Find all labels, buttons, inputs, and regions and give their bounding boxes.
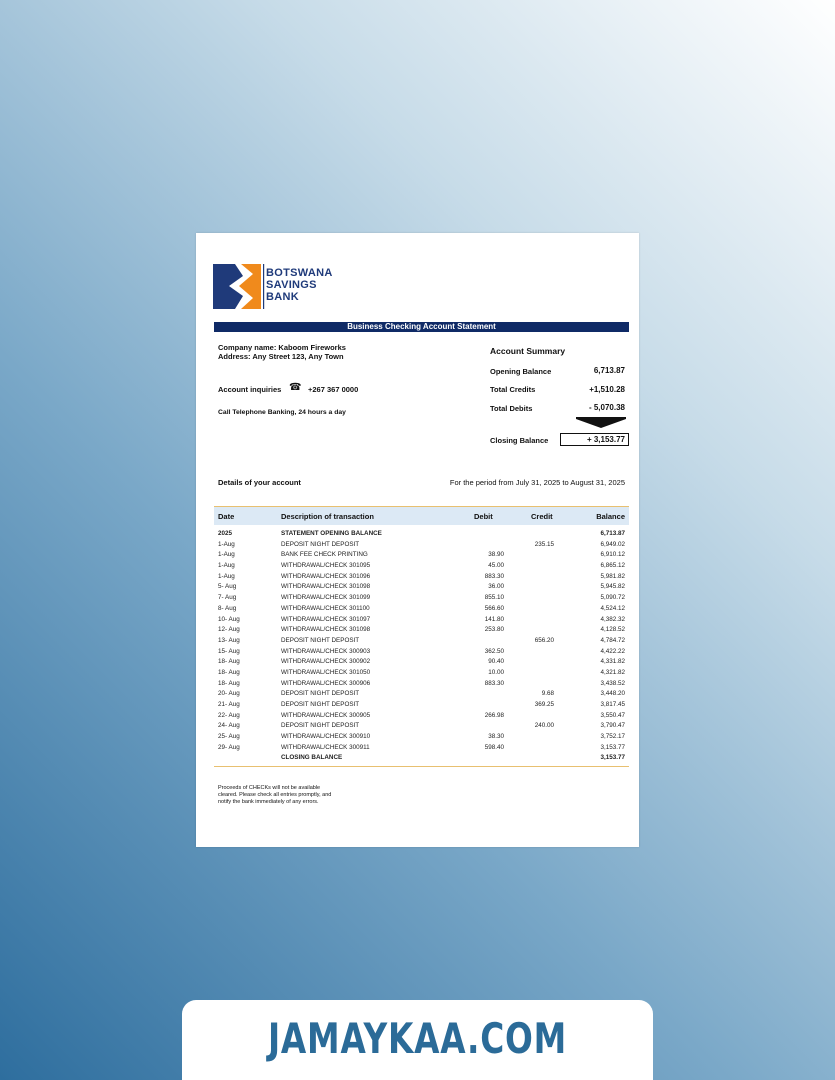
header-date: Date	[218, 512, 235, 521]
cell-description: WITHDRAWAL/CHECK 300905	[281, 711, 371, 719]
cell-debit: 266.98	[484, 711, 504, 719]
cell-balance: 6,865.12	[600, 562, 625, 570]
cell-date: 5- Aug	[218, 583, 237, 591]
total-credits-value: +1,510.28	[589, 385, 625, 394]
cell-balance: 5,945.82	[600, 583, 625, 591]
cell-debit: 38.30	[488, 733, 504, 741]
cell-description: STATEMENT OPENING BALANCE	[281, 530, 382, 537]
cell-balance: 3,438.52	[600, 679, 625, 687]
cell-date: 10- Aug	[218, 615, 240, 623]
closing-balance-label: Closing Balance	[490, 436, 549, 445]
table-row	[214, 582, 629, 593]
cell-balance: 5,090.72	[600, 594, 625, 602]
cell-description: WITHDRAWAL/CHECK 301050	[281, 668, 371, 676]
cell-description: WITHDRAWAL/CHECK 300902	[281, 658, 371, 666]
bank-name-line: SAVINGS	[266, 279, 317, 291]
cell-balance: 6,949.02	[600, 540, 625, 548]
cell-description: WITHDRAWAL/CHECK 301098	[281, 626, 371, 634]
cell-date: 22- Aug	[218, 711, 240, 719]
header-description: Description of transaction	[281, 512, 374, 521]
cell-description: DEPOSIT NIGHT DEPOSIT	[281, 722, 360, 730]
cell-description: WITHDRAWAL/CHECK 301095	[281, 562, 371, 570]
cell-date: 18- Aug	[218, 679, 240, 687]
cell-balance: 3,817.45	[600, 701, 625, 708]
transactions-table	[214, 506, 629, 767]
table-row	[214, 529, 629, 540]
cell-debit: 883.30	[484, 679, 504, 687]
table-header	[214, 506, 629, 525]
company-address: Address: Any Street 123, Any Town	[218, 352, 344, 361]
closing-balance-value: + 3,153.77	[586, 435, 625, 444]
cell-description: CLOSING BALANCE	[281, 754, 343, 762]
header-balance: Balance	[596, 512, 625, 521]
cell-balance: 4,382.32	[600, 615, 625, 623]
cell-description: WITHDRAWAL/CHECK 300911	[281, 743, 370, 751]
cell-date: 1-Aug	[218, 551, 235, 559]
account-summary-title: Account Summary	[490, 346, 566, 356]
statement-title: Business Checking Account Statement	[214, 322, 629, 332]
cell-debit: 855.10	[484, 594, 504, 602]
table-row	[214, 647, 629, 658]
note-line: Proceeds of CHECKs will not be available	[218, 785, 321, 791]
cell-description: WITHDRAWAL/CHECK 301097	[281, 615, 371, 623]
table-row	[214, 625, 629, 636]
table-row	[214, 700, 629, 711]
cell-description: WITHDRAWAL/CHECK 301100	[281, 604, 370, 612]
cell-credit: 240.00	[534, 722, 554, 730]
cell-debit: 90.40	[488, 658, 504, 666]
bank-name-line: BANK	[266, 291, 299, 303]
cell-date: 21- Aug	[218, 701, 240, 708]
cell-credit: 9.68	[541, 690, 554, 698]
cell-balance: 4,331.82	[600, 658, 625, 666]
cell-date: 13- Aug	[218, 636, 240, 644]
table-row	[214, 615, 629, 626]
total-credits-label: Total Credits	[490, 385, 536, 394]
cell-credit: 369.25	[534, 701, 554, 708]
cell-date: 2025	[218, 530, 233, 537]
cell-date: 8- Aug	[218, 604, 237, 612]
table-row	[214, 668, 629, 679]
cell-balance: 3,153.77	[600, 754, 625, 762]
watermark-banner	[182, 1000, 653, 1080]
cell-debit: 38.90	[488, 551, 504, 559]
cell-debit: 883.30	[484, 572, 504, 580]
bank-name-line: BOTSWANA	[266, 267, 333, 279]
table-row	[214, 593, 629, 604]
cell-balance: 6,713.87	[600, 530, 625, 537]
cell-balance: 6,910.12	[600, 551, 625, 559]
cell-balance: 4,524.12	[600, 604, 625, 612]
table-body	[214, 529, 629, 764]
cell-date: 7- Aug	[218, 594, 237, 602]
cell-date: 29- Aug	[218, 743, 240, 751]
cell-balance: 5,981.82	[600, 572, 625, 580]
cell-description: WITHDRAWAL/CHECK 301096	[281, 572, 371, 580]
table-row	[214, 721, 629, 732]
cell-credit: 656.20	[534, 636, 554, 644]
cell-description: WITHDRAWAL/CHECK 301098	[281, 583, 371, 591]
cell-debit: 141.80	[484, 615, 504, 623]
cell-balance: 4,422.22	[600, 647, 625, 655]
cell-debit: 253.80	[484, 626, 504, 634]
table-row	[214, 732, 629, 743]
cell-date: 24- Aug	[218, 722, 240, 730]
header-debit: Debit	[474, 512, 493, 521]
cell-description: WITHDRAWAL/CHECK 300903	[281, 647, 371, 655]
cell-description: BANK FEE CHECK PRINTING	[281, 551, 368, 559]
cell-date: 18- Aug	[218, 658, 240, 666]
cell-balance: 3,752.17	[600, 733, 625, 741]
cell-date: 1-Aug	[218, 540, 235, 548]
cell-balance: 3,448.20	[600, 690, 625, 698]
cell-date: 12- Aug	[218, 626, 240, 634]
total-debits-value: - 5,070.38	[588, 403, 625, 412]
cell-balance: 3,550.47	[600, 711, 625, 719]
company-name: Company name: Kaboom Fireworks	[218, 343, 346, 352]
table-row	[214, 572, 629, 583]
cell-balance: 4,128.52	[600, 626, 625, 634]
details-label: Details of your account	[218, 478, 301, 487]
cell-debit: 598.40	[484, 743, 504, 751]
watermark-text: JAMAYKAA.COM	[267, 1014, 568, 1063]
cell-description: DEPOSIT NIGHT DEPOSIT	[281, 636, 360, 644]
opening-balance-value: 6,713.87	[593, 366, 625, 375]
cell-date: 20- Aug	[218, 690, 240, 698]
table-row	[214, 604, 629, 615]
total-debits-label: Total Debits	[490, 404, 533, 413]
table-row	[214, 679, 629, 690]
cell-balance: 4,321.82	[600, 668, 625, 676]
cell-date: 1-Aug	[218, 572, 235, 580]
cell-date: 18- Aug	[218, 668, 240, 676]
cell-balance: 3,790.47	[600, 722, 625, 730]
cell-debit: 45.00	[488, 562, 504, 570]
note-line: notify the bank immediately of any errors.	[218, 799, 319, 805]
cell-credit: 235.15	[534, 540, 554, 548]
account-inquiries-label: Account inquiries	[218, 385, 282, 394]
table-row	[214, 636, 629, 647]
bank-statement-document	[196, 233, 639, 847]
table-row	[214, 711, 629, 722]
cell-balance: 4,784.72	[600, 636, 625, 644]
cell-description: DEPOSIT NIGHT DEPOSIT	[281, 701, 360, 708]
cell-debit: 566.60	[484, 604, 504, 612]
cell-date: 1-Aug	[218, 562, 235, 570]
cell-balance: 3,153.77	[600, 743, 625, 751]
cell-description: DEPOSIT NIGHT DEPOSIT	[281, 540, 360, 548]
table-row	[214, 561, 629, 572]
cell-date: 25- Aug	[218, 733, 240, 741]
table-row	[214, 550, 629, 561]
cell-debit: 10.00	[488, 668, 504, 676]
cell-description: WITHDRAWAL/CHECK 300910	[281, 733, 371, 741]
table-row	[214, 743, 629, 754]
table-row	[214, 753, 629, 764]
telephone-banking-note: Call Telephone Banking, 24 hours a day	[218, 409, 346, 416]
phone-number: +267 367 0000	[308, 385, 359, 394]
header-credit: Credit	[531, 512, 553, 521]
opening-balance-label: Opening Balance	[490, 367, 552, 376]
table-bottom-rule	[214, 766, 629, 767]
bank-name	[266, 267, 333, 303]
table-row	[214, 689, 629, 700]
cell-description: DEPOSIT NIGHT DEPOSIT	[281, 690, 360, 698]
cell-description: WITHDRAWAL/CHECK 301099	[281, 594, 371, 602]
cell-debit: 362.50	[484, 647, 504, 655]
table-row	[214, 657, 629, 668]
telephone-icon: ☎	[289, 382, 302, 393]
summary-arrow-icon	[576, 419, 626, 428]
cell-date: 15- Aug	[218, 647, 240, 655]
note-line: cleared. Please check all entries promptly, and	[218, 792, 332, 798]
table-row	[214, 540, 629, 551]
cell-debit: 36.00	[488, 583, 504, 591]
statement-period: For the period from July 31, 2025 to August 31, 2025	[449, 478, 625, 487]
cell-description: WITHDRAWAL/CHECK 300906	[281, 679, 371, 687]
